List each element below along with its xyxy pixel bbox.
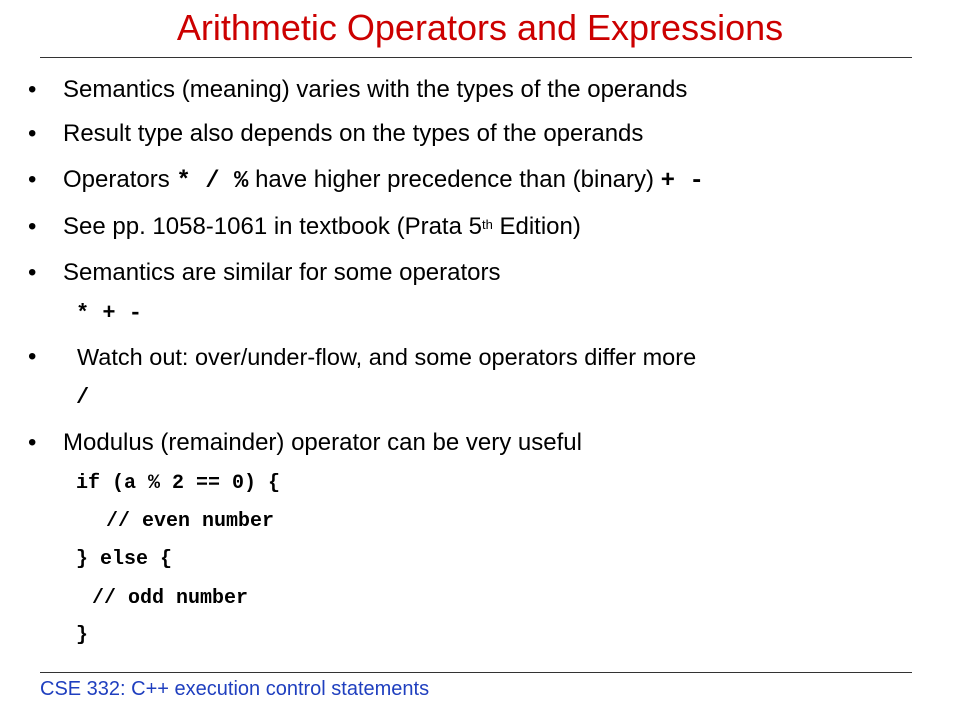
code-line-if: if (a % 2 == 0) { <box>76 472 281 495</box>
bullet-semantics-varies: Semantics (meaning) varies with the types of the operands <box>63 76 688 103</box>
bullet-modulus: Modulus (remainder) operator can be very useful <box>63 429 582 456</box>
bullet-operator-precedence <box>63 165 704 197</box>
bullet-result-type: Result type also depends on the types of the operands <box>63 120 644 147</box>
slide-title: Arithmetic Operators and Expressions <box>176 7 784 48</box>
reference-text-start: See pp. 1058-1061 in textbook (Prata 5 <box>63 213 482 240</box>
binary-operators: + - <box>660 168 704 195</box>
code-line-else: } else { <box>76 548 173 571</box>
bullet-marker: • <box>28 259 37 286</box>
bullet-marker: • <box>28 120 37 147</box>
code-line-odd-comment: // odd number <box>92 587 249 610</box>
bullet-similar-semantics: Semantics are similar for some operators <box>63 259 501 286</box>
similar-operators-code: * + - <box>76 301 143 326</box>
bullet-marker: • <box>28 429 37 456</box>
code-line-even-comment: // even number <box>106 510 275 533</box>
high-precedence-operators: * / % <box>176 168 249 195</box>
reference-text-end: Edition) <box>492 213 581 240</box>
bullet-watch-out: Watch out: over/under-flow, and some operators differ more <box>77 344 697 370</box>
bullet-marker: • <box>28 343 37 370</box>
bullet-marker: • <box>28 76 37 103</box>
edition-superscript: th <box>481 217 493 232</box>
code-line-close-brace: } <box>76 624 89 647</box>
division-operator-code: / <box>76 385 90 410</box>
slide-footer: CSE 332: C++ execution control statements <box>40 678 430 700</box>
bullet-marker: • <box>28 166 37 193</box>
precedence-text-start: Operators <box>63 166 177 193</box>
precedence-text-middle: have higher precedence than (binary) <box>248 166 661 193</box>
bullet-textbook-reference <box>63 212 581 242</box>
footer-divider <box>40 672 912 673</box>
bullet-marker: • <box>28 213 37 240</box>
